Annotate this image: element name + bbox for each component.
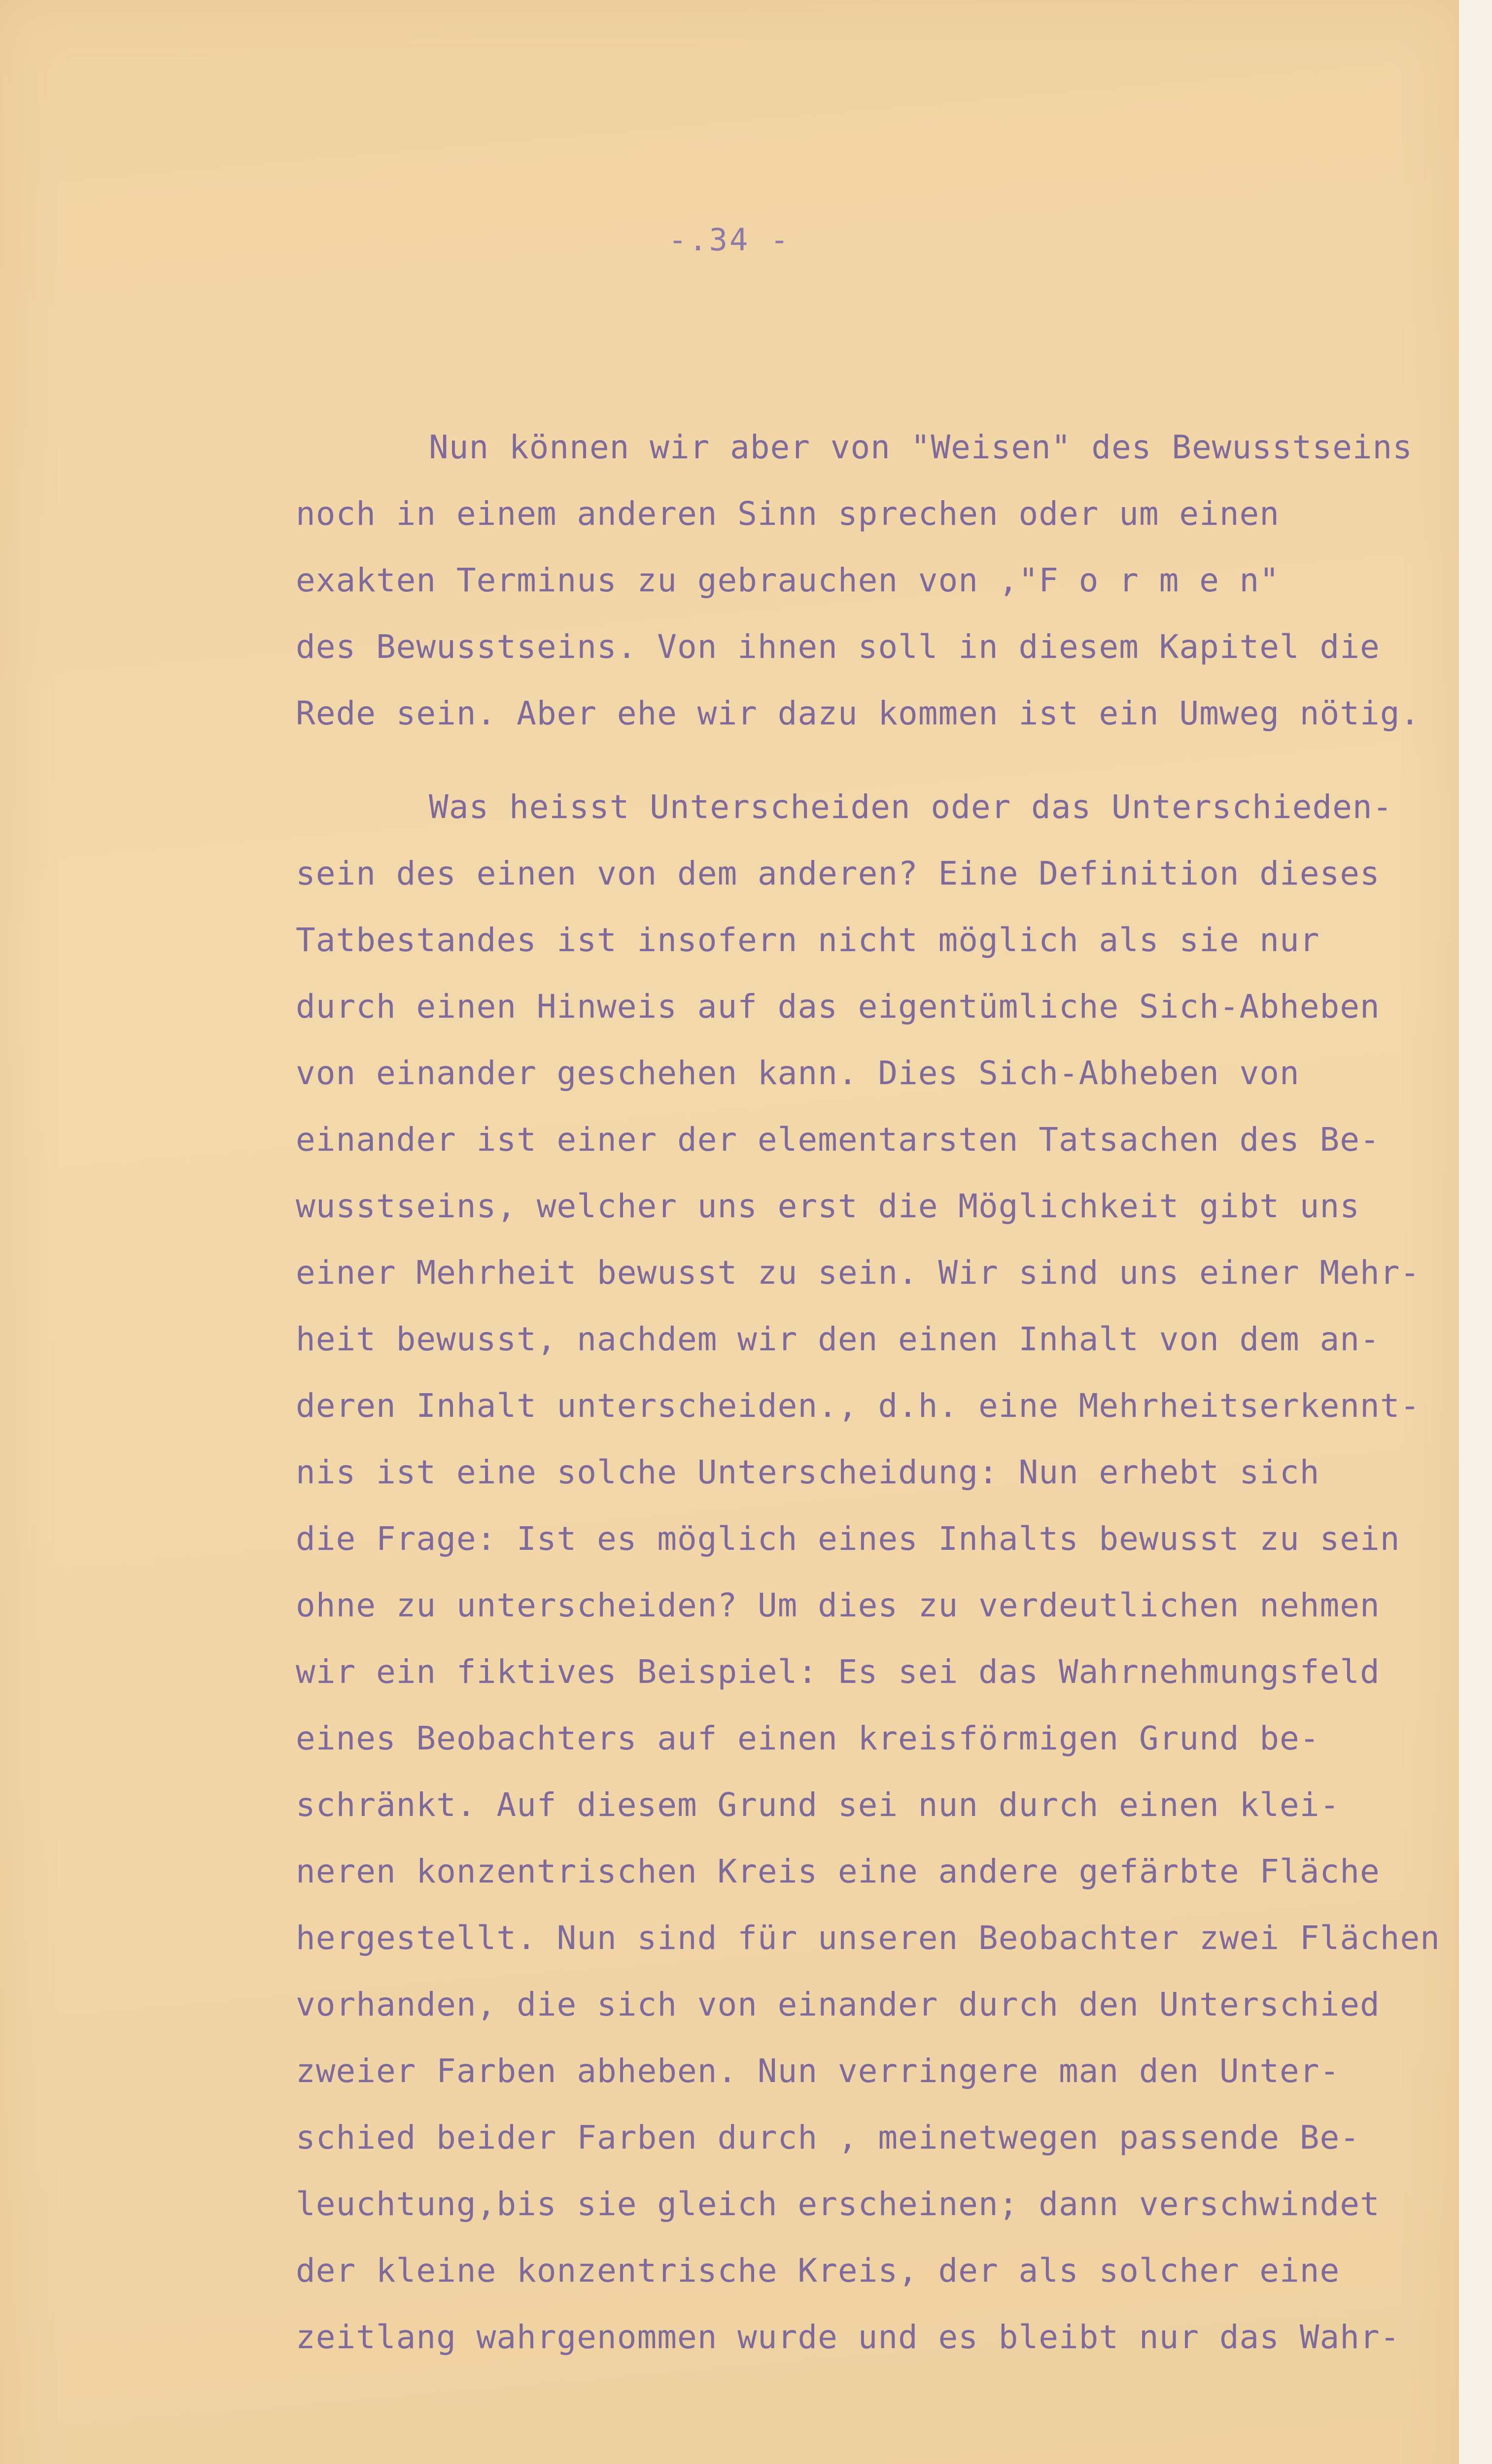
text-line: heit bewusst, nachdem wir den einen Inhalt von dem an- — [296, 1320, 1380, 1358]
text-line: einer Mehrheit bewusst zu sein. Wir sind uns einer Mehr- — [296, 1254, 1421, 1292]
paragraph-1 — [296, 414, 1429, 747]
text-line: Nun können wir aber von "Weisen" des Bewusstseins — [429, 428, 1413, 466]
text-line: die Frage: Ist es möglich eines Inhalts bewusst zu sein — [296, 1520, 1400, 1558]
page-number: -.34 - — [668, 222, 791, 258]
text-line: einander ist einer der elementarsten Tatsachen des Be- — [296, 1121, 1380, 1159]
text-line: Rede sein. Aber ehe wir dazu kommen ist ein Umweg nötig. — [296, 694, 1421, 732]
text-line: leuchtung,bis sie gleich erscheinen; dann verschwindet — [296, 2185, 1380, 2223]
text-line: deren Inhalt unterscheiden., d.h. eine Mehrheitserkennt- — [296, 1387, 1421, 1425]
text-line: wir ein fiktives Beispiel: Es sei das Wahrnehmungsfeld — [296, 1653, 1380, 1691]
text-line: zeitlang wahrgenommen wurde und es bleibt nur das Wahr- — [296, 2318, 1400, 2356]
text-line: exakten Terminus zu gebrauchen von ,"F o r m e n" — [296, 561, 1280, 599]
text-line: nis ist eine solche Unterscheidung: Nun erhebt sich — [296, 1453, 1320, 1491]
text-line: Was heisst Unterscheiden oder das Unterschieden- — [429, 788, 1393, 826]
text-line: schied beider Farben durch , meinetwegen passende Be- — [296, 2119, 1360, 2156]
text-line: von einander geschehen kann. Dies Sich-Abheben von — [296, 1054, 1300, 1092]
paragraph-2 — [296, 774, 1440, 2370]
text-line: schränkt. Auf diesem Grund sei nun durch einen klei- — [296, 1786, 1340, 1824]
text-line: ohne zu unterscheiden? Um dies zu verdeutlichen nehmen — [296, 1586, 1380, 1624]
text-line: durch einen Hinweis auf das eigentümliche Sich-Abheben — [296, 988, 1380, 1026]
text-line: hergestellt. Nun sind für unseren Beobachter zwei Flächen — [296, 1919, 1440, 1957]
text-line: wusstseins, welcher uns erst die Möglichkeit gibt uns — [296, 1187, 1360, 1225]
text-line: sein des einen von dem anderen? Eine Definition dieses — [296, 855, 1380, 892]
text-line: Tatbestandes ist insofern nicht möglich als sie nur — [296, 921, 1320, 959]
text-line: eines Beobachters auf einen kreisförmigen Grund be- — [296, 1719, 1320, 1757]
text-line: noch in einem anderen Sinn sprechen oder um einen — [296, 495, 1280, 533]
text-line: neren konzentrischen Kreis eine andere gefärbte Fläche — [296, 1852, 1380, 1890]
scan-margin — [1459, 0, 1492, 2464]
text-line: vorhanden, die sich von einander durch den Unterschied — [296, 1985, 1380, 2023]
text-line: zweier Farben abheben. Nun verringere man den Unter- — [296, 2052, 1340, 2090]
text-line: des Bewusstseins. Von ihnen soll in diesem Kapitel die — [296, 628, 1380, 666]
text-line: der kleine konzentrische Kreis, der als solcher eine — [296, 2252, 1340, 2290]
